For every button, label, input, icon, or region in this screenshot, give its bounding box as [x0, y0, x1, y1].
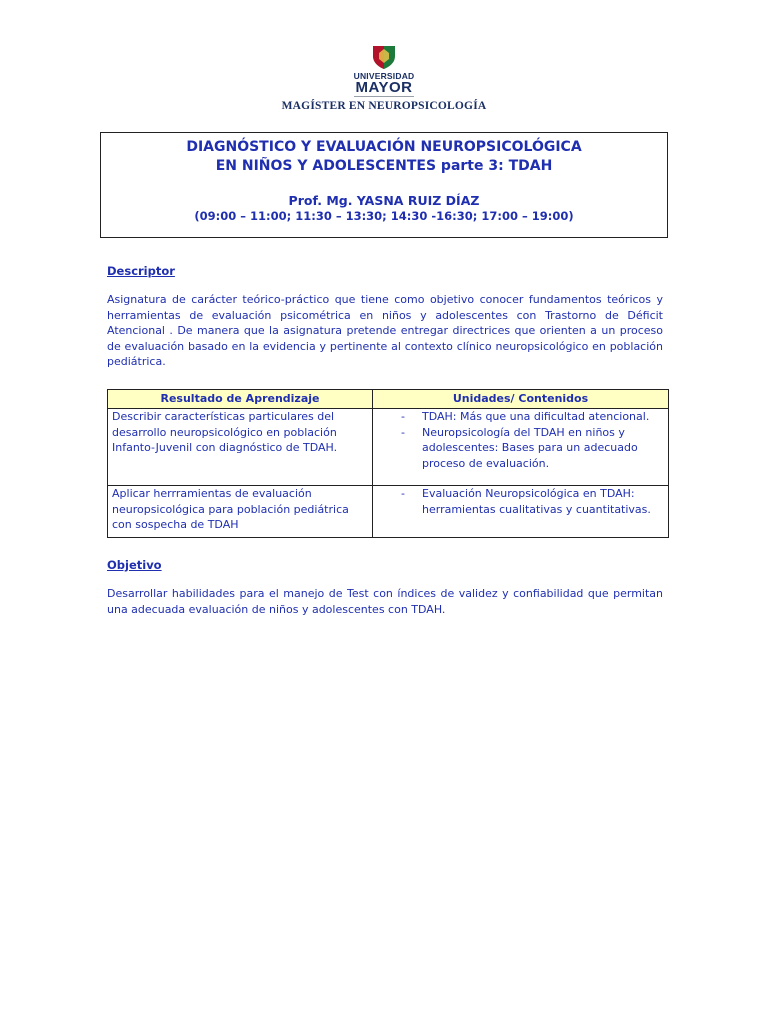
resultado-cell: Aplicar herrramientas de evaluación neuropsicológica para población pediátrica con sospecha de TDAH: [108, 486, 373, 538]
program-name: MAGÍSTER EN NEUROPSICOLOGÍA: [281, 100, 487, 112]
table-row: [108, 409, 669, 486]
list-item: - Neuropsicología del TDAH en niños y adolescentes: Bases para un adecuado proceso de evaluación.: [377, 425, 664, 472]
descriptor-text: Asignatura de carácter teórico-práctico que tiene como objetivo conocer fundamentos teóricos y herramientas de evaluación psicométrica en niños y adolescentes con Trastorno de Déficit Atencional . De manera que la asignatura pretende entregar directrices que orienten a un proceso de evaluación basado en la evidencia y pertinente al contexto clínico neuropsicológico en población pediátrica.: [107, 293, 663, 368]
course-title-box: [100, 132, 668, 238]
course-title-line1: DIAGNÓSTICO Y EVALUACIÓN NEUROPSICOLÓGICA: [186, 139, 582, 155]
contenidos-cell: [373, 409, 669, 486]
university-name-line1: UNIVERSIDAD: [353, 71, 415, 81]
list-item: - TDAH: Más que una dificultad atencional.: [377, 409, 664, 425]
list-item: - Evaluación Neuropsicológica en TDAH: herramientas cualitativas y cuantitativas.: [377, 486, 664, 517]
resultado-cell: Describir características particulares del desarrollo neuropsicológico en población Infanto-Juvenil con diagnóstico de TDAH.: [108, 409, 373, 486]
logo-tagline: [0, 95, 768, 98]
column-header-resultado: Resultado de Aprendizaje: [108, 390, 373, 409]
objetivo-heading: Objetivo: [107, 558, 162, 572]
learning-outcomes-table: [107, 389, 669, 538]
course-title-line2: EN NIÑOS Y ADOLESCENTES parte 3: TDAH: [215, 158, 553, 174]
table-header-row: [108, 390, 669, 409]
objetivo-text: Desarrollar habilidades para el manejo de Test con índices de validez y confiabilidad que permitan una adecuada evaluación de niños y adolescentes con TDAH.: [107, 587, 663, 616]
university-name-line2: MAYOR: [355, 79, 413, 96]
contenidos-cell: [373, 486, 669, 538]
descriptor-heading: Descriptor: [107, 264, 175, 278]
university-logo: [0, 44, 768, 112]
table-row: [108, 486, 669, 538]
professor-name: Prof. Mg. YASNA RUIZ DÍAZ: [288, 193, 480, 208]
schedule-hours: (09:00 – 11:00; 11:30 – 13:30; 14:30 -16:30; 17:00 – 19:00): [194, 209, 574, 223]
shield-icon: [370, 44, 398, 70]
column-header-contenidos: Unidades/ Contenidos: [373, 390, 669, 409]
